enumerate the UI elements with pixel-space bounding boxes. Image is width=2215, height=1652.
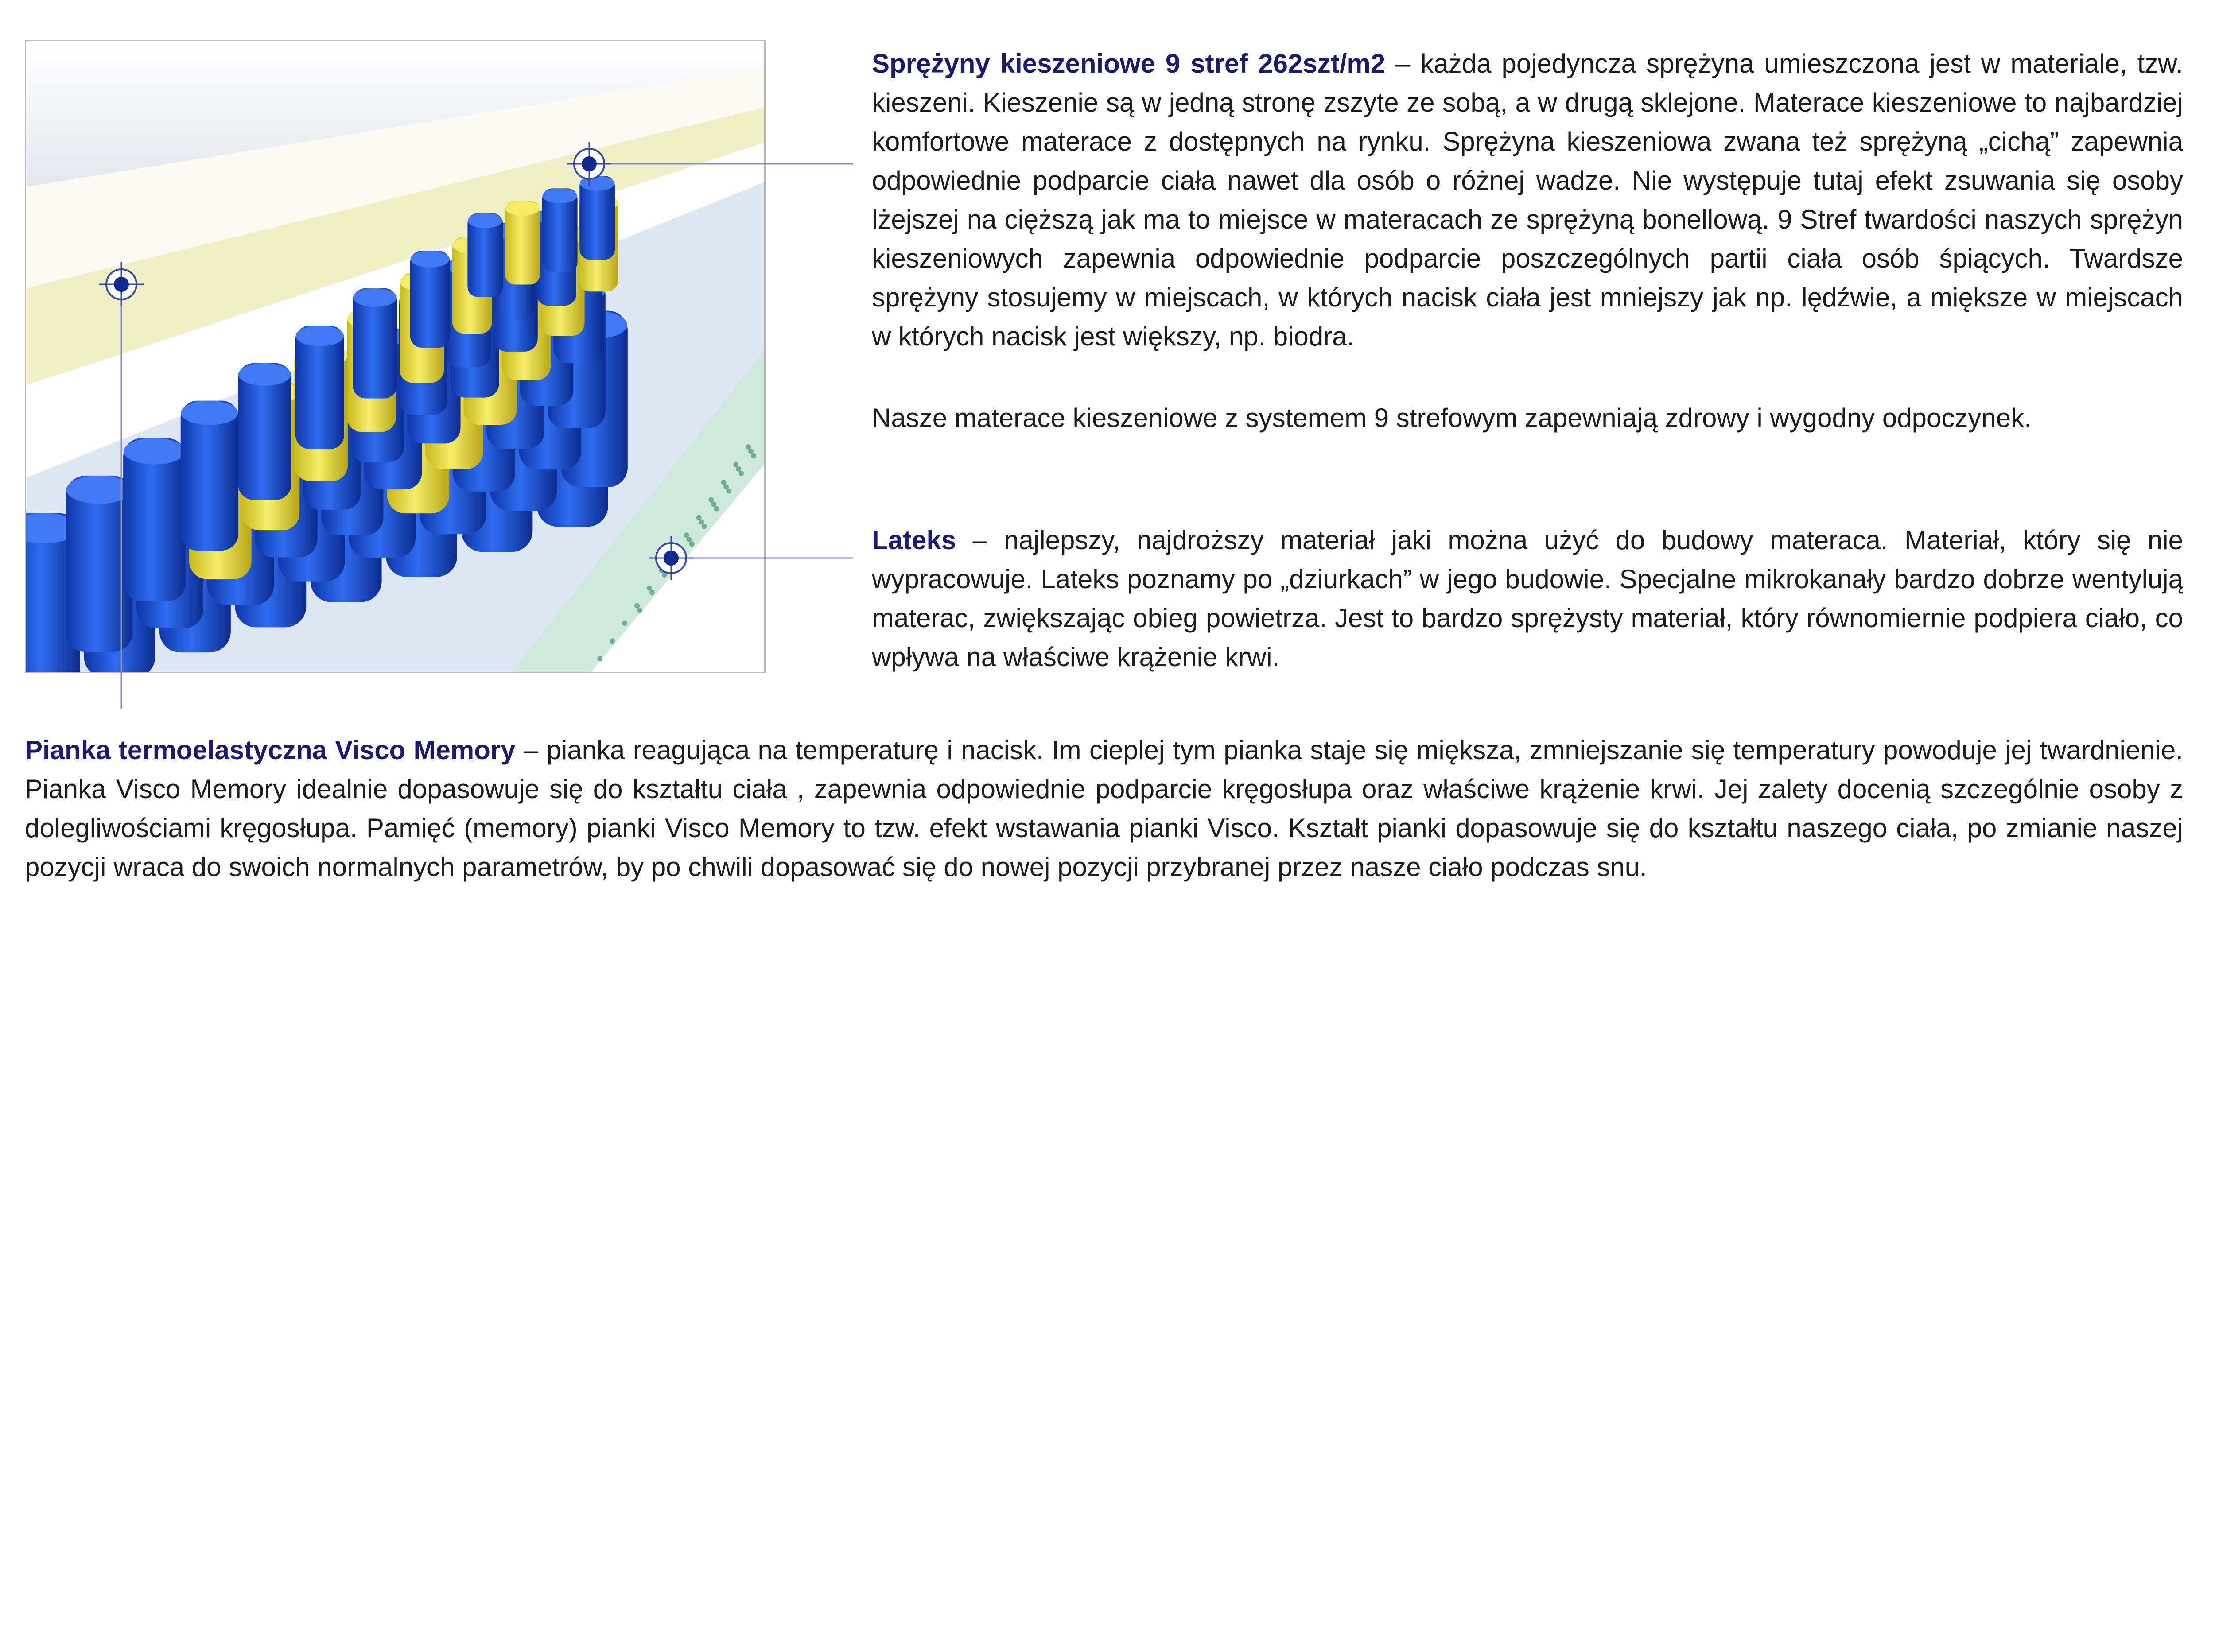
latex-hole — [714, 506, 719, 512]
latex-description — [872, 521, 2183, 677]
latex-hole — [649, 590, 655, 595]
latex-hole — [672, 550, 677, 555]
latex-hole — [674, 555, 680, 560]
pocket-spring-top — [124, 438, 185, 465]
mattress-illustration — [26, 41, 764, 672]
latex-hole — [684, 532, 689, 538]
latex-body: – najlepszy, najdroższy materiał jaki można użyć do budowy materaca. Materiał, który się nie wypracowuje. Lateks poznamy po „dziurkach” w jego budowie. Specjalne mikrokanały bardzo dobrze wentylują materac, zwiększając obieg powietrza. Jest to bardzo sprężysty materiał, który równomiernie podpiera ciało, co wpływa na właściwe krążenie krwi. — [872, 525, 2183, 672]
pocket-spring-top — [542, 188, 577, 203]
pocket-spring-top — [295, 326, 344, 346]
latex-hole — [699, 519, 704, 524]
latex-hole — [637, 608, 642, 613]
pocket-spring-top — [505, 201, 540, 216]
visco-heading: Pianka termoelastyczna Visco Memory — [25, 735, 516, 765]
latex-hole — [702, 524, 707, 529]
latex-hole — [711, 502, 716, 507]
pocket-spring-top — [66, 476, 132, 504]
latex-hole — [708, 497, 714, 503]
pocket-spring-top — [181, 401, 238, 425]
latex-hole — [597, 656, 602, 661]
latex-hole — [659, 568, 664, 573]
pocket-spring-top — [580, 176, 615, 191]
latex-hole — [634, 603, 640, 609]
latex-heading: Lateks — [872, 525, 956, 555]
latex-hole — [696, 515, 702, 520]
pocket-spring-top — [353, 288, 397, 307]
latex-hole — [736, 466, 741, 472]
springs-summary: Nasze materace kieszeniowe z systemem 9 strefowym zapewniają zdrowy i wygodny odpoczynek. — [872, 403, 2032, 433]
latex-hole — [622, 620, 627, 626]
latex-hole — [746, 444, 751, 450]
latex-hole — [687, 537, 692, 542]
latex-hole — [721, 480, 726, 485]
visco-description — [25, 731, 2183, 887]
latex-hole — [748, 449, 754, 454]
latex-hole — [723, 484, 729, 489]
latex-hole — [677, 559, 682, 564]
latex-hole — [733, 462, 738, 467]
springs-description — [872, 44, 2183, 356]
pocket-spring-top — [238, 363, 291, 386]
latex-hole — [689, 541, 695, 547]
mattress-cross-section — [25, 40, 766, 673]
latex-hole — [610, 638, 615, 644]
latex-hole — [751, 453, 756, 458]
latex-hole — [726, 489, 731, 494]
pocket-spring-top — [410, 251, 450, 268]
latex-hole — [662, 572, 667, 578]
visco-body: – pianka reagująca na temperaturę i nacisk. Im cieplej tym pianka staje się miększa, zmniejszanie się temperatury powoduje jej twardnienie. Pianka Visco Memory idealnie dopasowuje się do kształtu ciała , zapewnia odpowiednie podparcie kręgosłupa oraz właściwe krążenie krwi. Jej zalety docenią szczególnie osoby z dolegliwościami kręgosłupa. Pamięć (memory) pianki Visco Memory to tzw. efekt wstawania pianki Visco. Kształt pianki dopasowuje się do kształtu naszego ciała, po zmianie naszej pozycji wraca do swoich normalnych parametrów, by po chwili dopasować się do nowej pozycji przybranej przez nasze ciało podczas snu. — [25, 735, 2184, 882]
latex-hole — [738, 471, 744, 476]
springs-body: – każda pojedyncza sprężyna umieszczona jest w materiale, tzw. kieszeni. Kieszenie są w jedną stronę zszyte ze sobą, a w drugą sklejone. Materace kieszeniowe to najbardziej komfortowe materace z dostępnych na rynku. Sprężyna kieszeniowa zwana też sprężyną „cichą” zapewnia odpowiednie podparcie ciała nawet dla osób o różnej wadze. Nie występuje tutaj efekt zsuwania się osoby lżejszej na cięższą jak ma to miejsce w materacach ze sprężyną bonellową. 9 Stref twardości naszych sprężyn kieszeniowych zapewnia odpowiednie podparcie poszczególnych partii ciała osób śpiących. Twardsze sprężyny stosujemy w miejscach, w których nacisk ciała jest mniejszy jak np. lędźwie, a miększe w miejscach w których nacisk jest większy, np. biodra. — [872, 49, 2183, 351]
latex-hole — [647, 586, 652, 591]
pocket-spring-top — [468, 213, 503, 228]
springs-heading: Sprężyny kieszeniowe 9 stref 262szt/m2 — [872, 49, 1386, 78]
